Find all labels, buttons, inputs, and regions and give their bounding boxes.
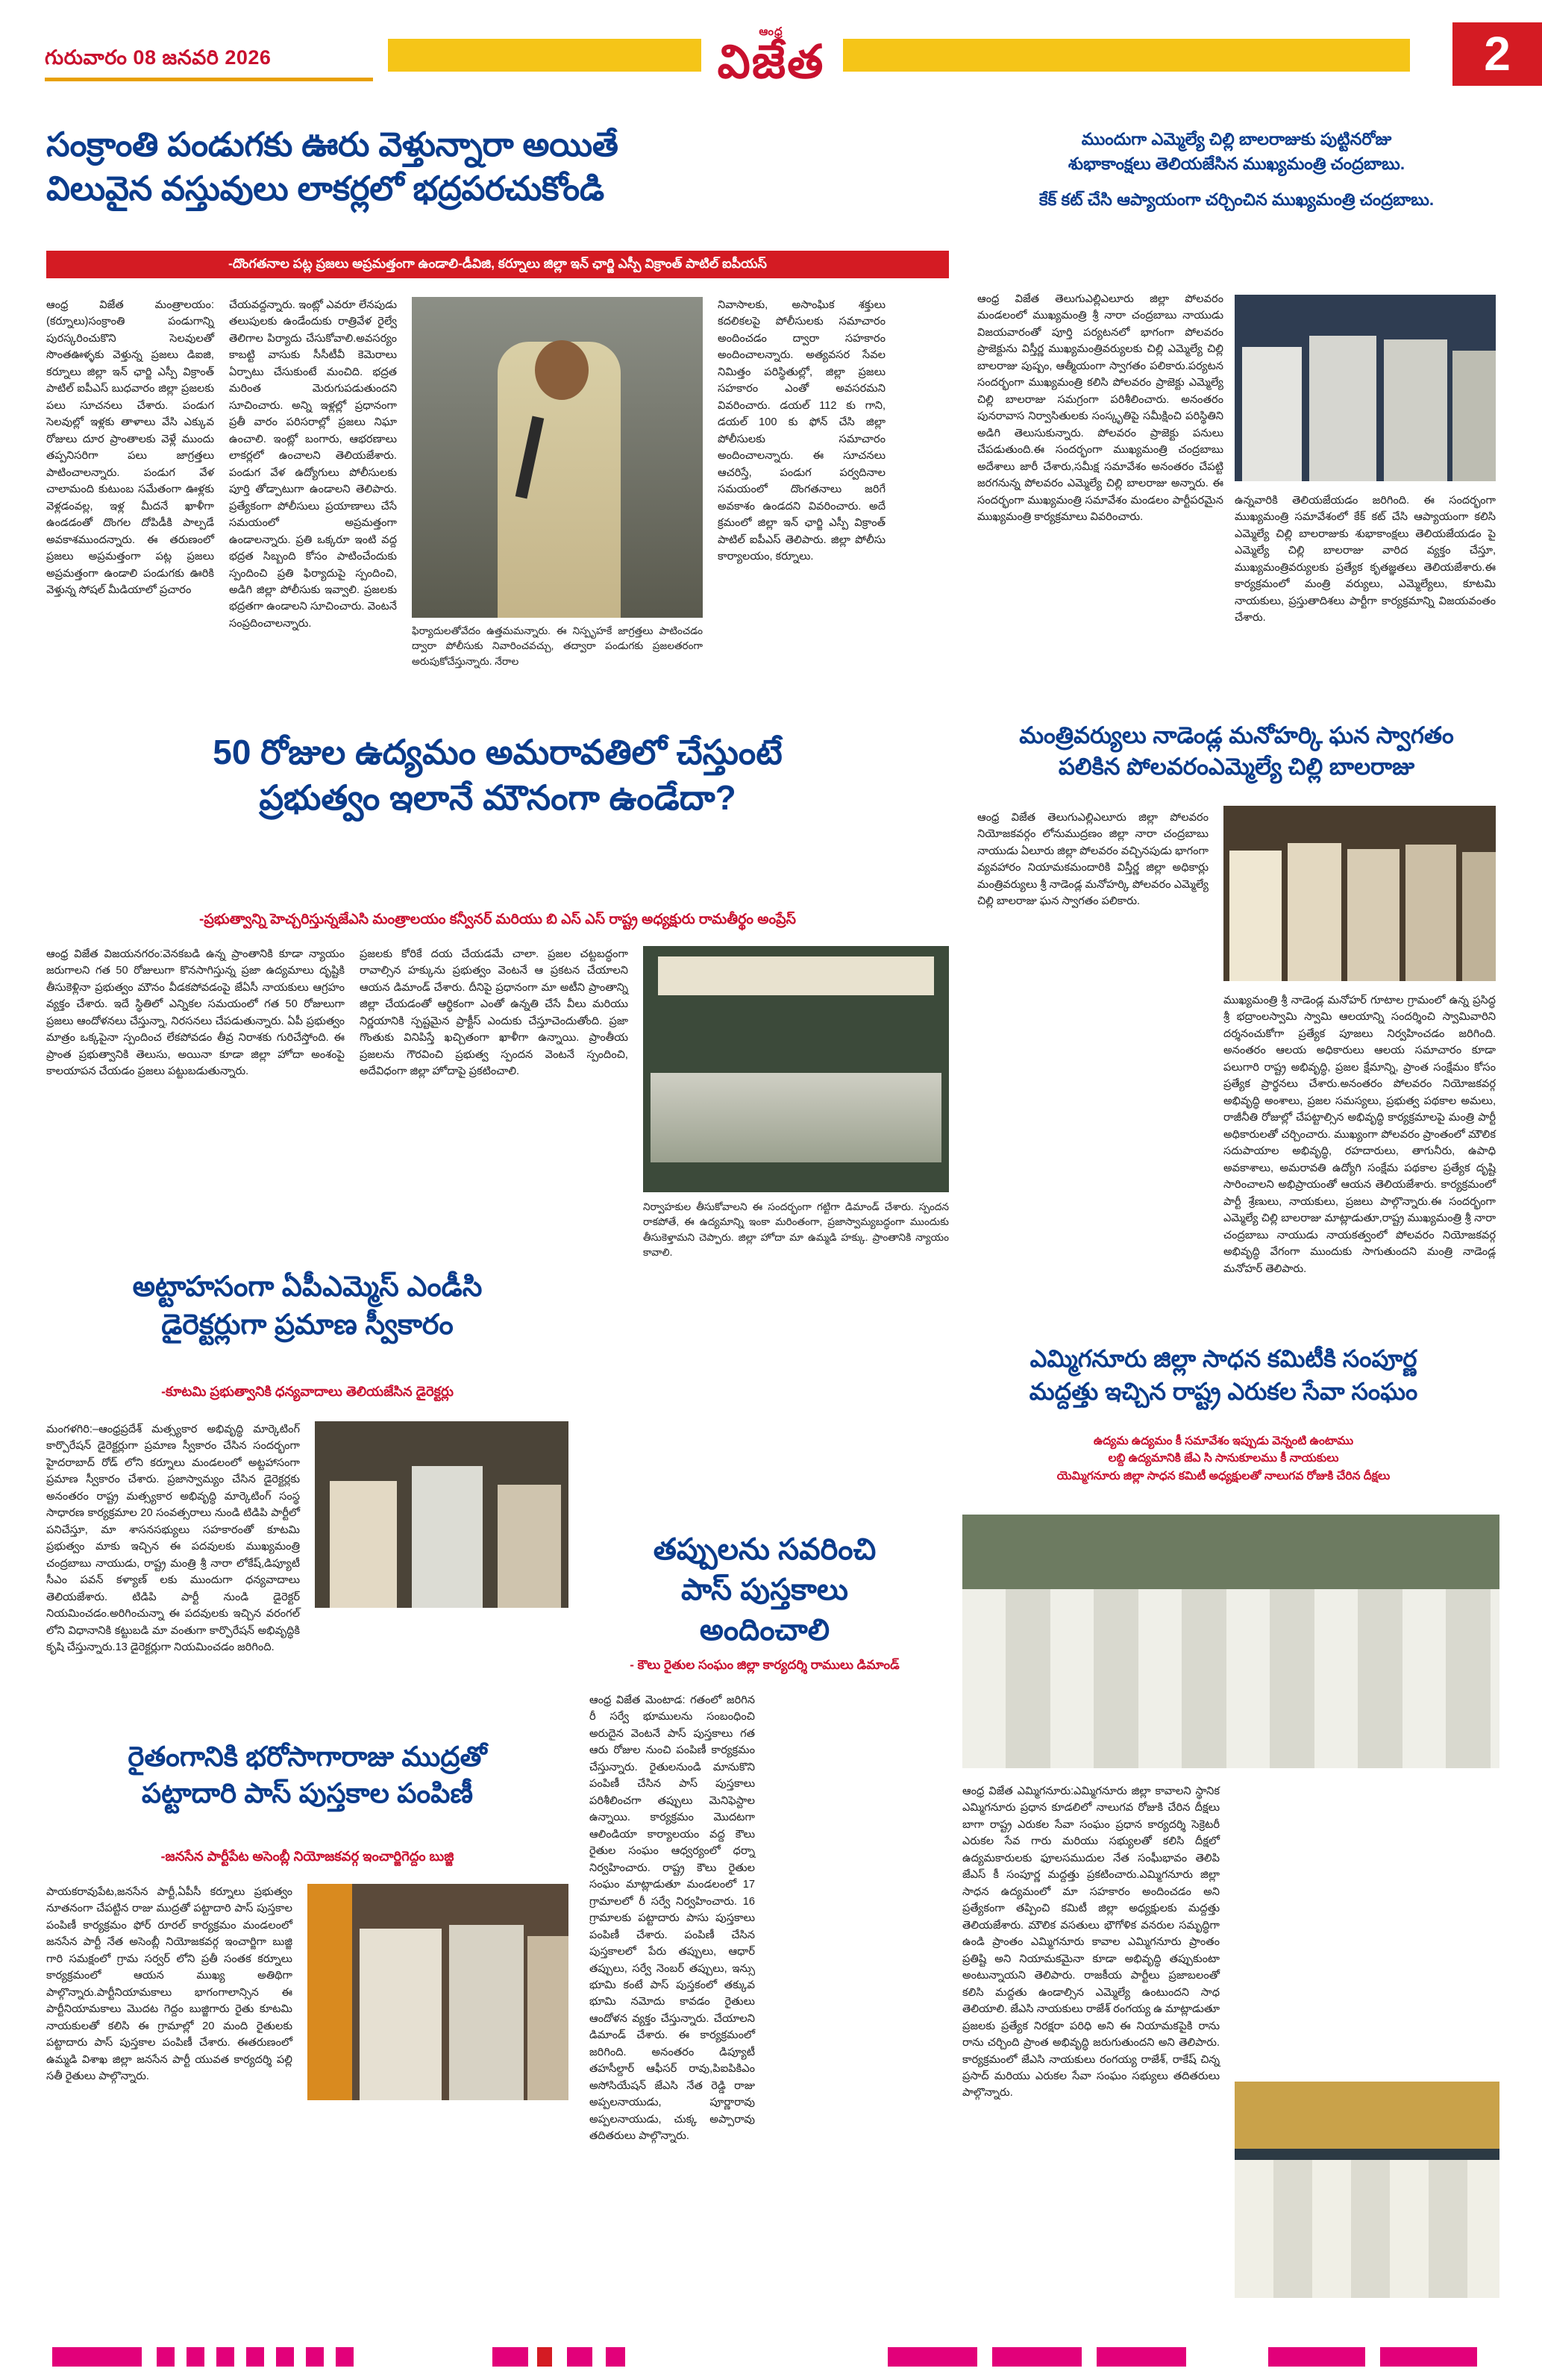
footer-bar-13 xyxy=(888,2347,977,2367)
footer-bar-3 xyxy=(187,2347,204,2367)
sec5-subhead: - కౌలు రైతుల సంఘం జిల్లా కార్యదర్శి రాములు డిమాండ్ xyxy=(630,1658,900,1672)
sec5-column-1: ఆంధ్ర విజేత మెంటాడ: గతంలో జరిగిన రీ సర్వే భూములను సంబంధించి అరుదైన వెంటనే పాస్ పుస్తకాలు గత ఆరు రోజుల నుంచి పంపిణీ కార్యక్రమం చేస్తున్నారు. రైతులనుండి మానుకొని పంపిణీ చేసిన పాస్ పుస్తకాలు పరిశీలించగా తప్పులు మెనిఫెస్టాల ఉన్నాయి. కార్యక్రమం మొదటగా ఆలిండియా కార్యాలయం వద్ద కౌలు రైతుల సంఘం ఆధ్వర్యంలో ధర్నా నిర్వహించారు. రాష్ట్ర కౌలు రైతుల సంఘం మాట్లాడుతూ మండలంలో 17 గ్రామాలలో రీ సర్వే నిర్వహించారు. 16 గ్రామాలకు పట్టాదారు పాసు పుస్తకాలు పంపిణీ చేశారు. పంపిణీ చేసిన పుస్తకాలలో పేరు తప్పులు, ఆధార్ తప్పులు, సర్వే నెంబర్ తప్పులు, ఇన్సు భూమి కంటే పాస్ పుస్తకంలో తక్కువ భూమి నమోదు కావడం రైతులు ఆందోళన వ్యక్తం చేస్తున్నారు. చేయాలని డిమాండ్ చేశారు. ఈ కార్యక్రమంలో జరిగింది. అనంతరం డిప్యూటీ తహసీల్దార్ ఆఫీసర్ రావు,పిఐపికిఎం అసోసియేషన్ జేఎసి నేత రెడ్డి రాజు అప్పలనాయుడు, పూర్ణారావు అప్పలనాయుడు, చుక్క అప్పారావు తదితరులు పాల్గొన్నారు. xyxy=(589,1694,755,2143)
lead-body xyxy=(46,297,949,685)
right-h3-column-1: ఆంధ్ర విజేత ఎమ్మిగనూరు:ఎమ్మిగనూరు జిల్లా కావాలని స్థానిక ఎమ్మిగనూరు ప్రధాన కూడలిలో నాలుగవ రోజుకి చేరిన దీక్షలు బాగా రాష్ట్ర ఎరుకల సేవా సంఘం ప్రధాన కార్యదర్శి సెక్రెటరీ ఎరుకల సేవ గారు మరియు సభ్యులతో కలిసి దీక్షలో ఉద్యమకారులకు ఫూలసముదుల నేత సంఘీభావం తెలిపి జేఎస్ కీ సంపూర్ణ మద్దత్తు ప్రకటించారు.ఎమ్మిగనూరు జిల్లా సాధన ఉద్యమంలో మా సహకారం అందించడం అని ప్రత్యేకంగా తప్పించి కమిటీ జిల్లా అధ్యక్షులకు మద్దత్తు తెలియజేశారు. మౌలిక వసతులు భౌగోళిక వనరుల సమృద్ధిగా ఉండి ప్రాంతం ఎమ్మిగనూరు కావాల ఎమ్మిగనూరు ప్రాంతం ప్రతిష్టి అని నియామకమైనా కూడా అభివృద్ధి తప్పుకుంటా అంటున్నాయని తెలిపారు. రాజకీయ పార్టీలు ప్రజాబలంతో కలిసి మద్దతు ఉండాల్సిన ఎమ్మెల్యే ఉంటుందని సాధ తెలియాలి. జేఎసి నాయకులు రాజేశ్ రంగయ్య ఉ మాట్లాడుతూ ప్రజలకు ప్రత్యేక నిరక్షరా పరిధి అని ఈ నియామకపైకి రాను రాను చర్చింది ప్రాంత అభివృద్ధి జరుగుతుందని అని తెలిపారు. కార్యక్రమంలో జేఎసి నాయకులు రంగయ్య రాజేశ్, రాకేష్ చిన్న ప్రసాద్ మరియు ఎరుకల సేవా సంఘం సభ్యులు తదితరులు పాల్గొన్నారు. xyxy=(962,1785,1220,2099)
lead-headline-line1: సంక్రాంతి పండుగకు ఊరు వెళ్తున్నారా అయితే xyxy=(46,125,618,163)
footer-bar-1 xyxy=(52,2347,142,2367)
masthead-accent-left xyxy=(388,39,701,72)
footer-bar-6 xyxy=(276,2347,294,2367)
right-h3-line1: ఎమ్మిగనూరు జిల్లా సాధన కమిటీకి సంపూర్ణ xyxy=(1029,1345,1417,1372)
right-h2-column-2: ముఖ్యమంత్రి శ్రీ నాడెండ్ల మనోహర్ గూటాల గ్రామంలో ఉన్న ప్రసిద్ధ శ్రీ భద్రాంలస్వామి స్వామి ఆలయాన్ని సందర్శించి స్వామివారిని దర్శనంచుకోగా ప్రత్యేక పూజలు నిర్వహించడం జరిగింది. అనంతరం ఆలయ అధికారులు ఆలయ సమాచారం కూడా పలుగారి రాష్ట్ర అభివృద్ధి, ప్రజల క్షేమాన్ని, ప్రాంత సంక్షేమం కోసం ప్రత్యేక ప్రార్థనలు చేశారు.అనంతరం పోలవరం నియోజకవర్గ అభివృద్ధి అంశాలు, ప్రజల సమస్యలు, ప్రభుత్వ పథకాల అమలు, రాజీనీతి రోజుల్లో చేపట్టాల్సిన అభివృద్ధి కార్యక్రమాలపై మంత్రి పార్టీ అధికారులతో చర్చించారు. ముఖ్యంగా పోలవరం ప్రాంతంలో మౌలిక సదుపాయాల అభివృద్ధి, రహదారులు, తాగునీరు, ఉపాధి అవకాశాలు, అమరావతి ఉద్యోగి సంక్షేమ పథకాల ప్రత్యేక దృష్టి సారించాలని అభిప్రాయంతో ఆయన తెలియజేశారు. కార్యక్రమంలో పార్టీ శ్రేణులు, నాయకులు, ప్రజలు పాల్గొన్నారు.ఈ సందర్భంగా ఎమ్మెల్యే చిల్లి బాలరాజు మాట్లాడుతూ,రాష్ట్ర ముఖ్యమంత్రి శ్రీ నారా చంద్రబాబు నాయుడు నాయకత్వంలో పోలవరం నియోజకవర్గ అభివృద్ధి వేగంగా ముందుకు సాగుతుందని మంత్రి నాడెండ్ల మనోహర్ తెలిపారు. xyxy=(1223,995,1496,1275)
footer-decoration xyxy=(0,2335,1542,2380)
right-photo-protest-group xyxy=(962,1515,1499,1768)
footer-bar-16 xyxy=(1268,2347,1365,2367)
page-number-badge xyxy=(1452,22,1542,86)
right-headline-2 xyxy=(977,720,1496,783)
publication-date: గురువారం 08 జనవరి 2026 xyxy=(45,46,272,69)
lead-headline xyxy=(46,123,949,210)
footer-bar-10 xyxy=(537,2347,552,2367)
sec3-column-1: మంగళగిరి:–ఆంధ్రప్రదేశ్ మత్స్యకార అభివృద్ధి మార్కెటింగ్ కార్పొరేషన్ డైరెక్టర్లుగా ప్రమాణ స్వీకారం చేసిన సందర్భంగా హైదరాబాద్ రోడ్ లోని కర్నూలు మండలంలో అట్టహాసంగా ప్రమాణ స్వీకారం చేశారు. ప్రజాస్వామ్యం చేసిన డైరెక్టర్లకు అనంతరం రాష్ట్ర మత్స్యకార అభివృద్ధి మార్కెటింగ్ సంస్థ సాధారణ కార్యక్రమాల 20 సంవత్సరాలు నుండి టిడిపి పార్టీలో పనిచేస్తూ, మా శాసనసభ్యులు సహకారంతో కూటమి ప్రభుత్వం మాకు ఇచ్చిన ఈ పదవులకు ముఖ్యమంత్రి చంద్రబాబు నాయుడు, రాష్ట్ర మంత్రి శ్రీ నారా లోకేష్,డిప్యూటీ సీఎం పవన్ కళ్యాణ్ లకు ముందుగా ధన్యవాదాలు తెలియజేశారు. టిడిపి పార్టీ నుండి డైరెక్టర్ నియమించడం.అరిగించున్నా ఈ పదవులకు ఇచ్చిన వరంగల్ లోని విధానానికి కట్టుబడి మా వంతుగా కార్పొరేషన్ అభివృద్ధికి కృషి చేస్తున్నారు.13 డైరెక్టర్లుగా నియమించడం జరిగింది. xyxy=(46,1424,300,1654)
right-h3-sub2: లబ్ది ఉద్యమానికి జేఎ సి సానుకూలము కీ నాయకులు xyxy=(1108,1452,1339,1465)
right-lead-line1: ముందుగా ఎమ్మెల్యే చిల్లి బాలరాజుకు పుట్టినరోజు xyxy=(1081,130,1392,148)
right-column-2: ఉన్నవారికి తెలియజేయడం జరిగింది. ఈ సందర్భంగా ముఖ్యమంత్రి సమావేశంలో కేక్ కట్ చేసి ఆప్యాయంగా కలిసి ఎమ్మెల్యే చిల్లి బాలరాజుకు శుభాకాంక్షలు తెలియజేయడం పై ఎమ్మెల్యే చిల్లి బాలరాజు వారిద వ్యక్తం చేస్తూ, ముఖ్యమంత్రివర్యులకు ప్రత్యేక కృతజ్ఞతలు తెలియజేశారు.ఈ కార్యక్రమంలో మంత్రి వర్యులు, ఎమ్మెల్యేలు, కూటమి నాయకులు, ప్రస్తుతాదిశలు పార్టీగా కార్యక్రమాన్ని విజయవంతం చేశారు. xyxy=(1235,495,1496,624)
right-h3-sub3: యెమ్మిగనూరు జిల్లా సాధన కమిటీ అధ్యక్షులతో నాలుగవ రోజుకి చేరిన దీక్షలు xyxy=(1056,1469,1391,1482)
sec5-headline-line3: అందించాలి xyxy=(699,1614,830,1647)
logo-main-text: విజేత xyxy=(717,37,825,88)
right-h2-column-1: ఆంధ్ర విజేత తెలుగుఎల్లిఎలూరు జిల్లా పోలవరం నియోజకవర్గం లోనుముద్రణం జిల్లా నారా చంద్రబాబు నాయుడు ఏలూరు జిల్లా పోలవరం వచ్చినపుడు భాగంగా వ్యవహారం నియామకమందారికి విస్తీర్ణ జిల్లా అధికార్లు మంత్రివర్యులు శ్రీ నాడెండ్ల మనోహర్కి పోలవరం ఎమ్మెల్యే చిల్లి బాలరాజు ఘన స్వాగతం పలికారు. xyxy=(977,812,1209,908)
right-h3-sub1: ఉద్యమ ఉద్యమం కీ సమావేశం ఇప్పుడు వెన్నంటి ఉంటాము xyxy=(1093,1435,1354,1447)
sec3-headline-line1: అట్టాహసంగా ఏపీఎమ్మెస్ ఎండీసి xyxy=(132,1271,483,1303)
lead-headline-line2: విలువైన వస్తువులు లాకర్లలో భద్రపరచుకోండి xyxy=(46,169,604,207)
right-column-1: ఆంధ్ర విజేత తెలుగుఎల్లిఎలూరు జిల్లా పోలవరం మండలంలో ముఖ్యమంత్రి శ్రీ నారా చంద్రబాబు నాయుడు విజయవారంతో పూర్తి పర్యటనలో భాగంగా పోలవరం ప్రాజెక్టును విస్తీర్ణ ముఖ్యమంత్రివర్యులకు చిల్లి ఎమ్మెల్యే చిల్లి బాలరాజు పుష్పం, ఆత్మీయంగా స్వాగతం పలికారు.పర్యటన సందర్భంగా ముఖ్యమంత్రి కలిసి పోలవరం ప్రాజెక్టు ఎమ్మెల్యే చిల్లి బాలరాజు సమగ్రంగా పరిశీలించారు. అనంతరం పునరావాస నిర్వాసితులకు సంస్కృతిపై సమీక్షించి పరిస్థితిని అడిగి తెలుసుకున్నారు. పోలవరం ప్రాజెక్టు పనులు చేపడుతుంది.ఈ సందర్భంగా ముఖ్యమంత్రి చంద్రబాబు అదేశాలు జారీ చేశారు,సమీక్ష సమావేశం అనంతరం చేపట్టి జరగనున్న పోలవరం ఎమ్మెల్యే చిల్లి బాలరాజు అన్నారు. ఈ సందర్భంగా ముఖ్యమంత్రి సమావేశం మండలం పార్టీపరమైన ముఖ్యమంత్రి కార్యక్రమాలు వివరించారు. xyxy=(977,293,1223,524)
sec4-photo-distribution xyxy=(307,1884,568,2100)
footer-bar-8 xyxy=(336,2347,354,2367)
lead-column-2: చేయవద్దన్నారు. ఇంట్లో ఎవరూ లేనపుడు తలుపులకు ఉండేందుకు రాత్రివేళ రైల్వే తెలిగాల పిర్యాదు చేసుకోవాలి.అవసర్యం కాబట్టి వాసుకు సీసీటీవీ కెమెరాలు ఏర్పాటు చేసుకుంటే మంచిది. భద్రత మరింత మెరుగుపడుతుందని సూచించారు. అన్ని ఇళ్లల్లో ప్రధానంగా ప్రతీ వారం పరిసరాల్లో ప్రజలు నిఘా ఉంచాలి. ఇంట్లో బంగారు, ఆభరణాలు లాకర్లలో ఉంచాలని తెలియజేశారు. పండుగ వేళ ఉద్యోగులు పోలీసులకు పూర్తి తోడ్పాటుగా ఉండాలని తెలిపారు. ప్రత్యేకంగా పోలీసులు ప్రయాణాలు చేసే సమయంలో అప్రమత్తంగా ఉండాలన్నారు. ప్రతి ఒక్కరూ ఇంటి వద్ద భద్రత సిబ్బంది కోసం పాటించేందుకు స్పందించి ప్రతి ఫిర్యాదుపై స్పందించి, అడిగి జిల్లా పోలీసుకు ఇవ్వాలి. ప్రజలకు భద్రతగా ఉండాలని సూచించారు. వెంటనే సంప్రదించాలన్నారు. xyxy=(229,299,397,630)
footer-bar-11 xyxy=(567,2347,592,2367)
sec5-headline-line1: తప్పులను సవరించి xyxy=(653,1533,877,1566)
footer-bar-7 xyxy=(306,2347,324,2367)
sec4-subhead: -జనసేన పార్టీపేట అసెంబ్లీ నియోజకవర్గ ఇంచార్జిగెద్దం బుజ్జి xyxy=(160,1849,454,1864)
sec2-subhead: -ప్రభుత్వాన్ని హెచ్చరిస్తున్నజేఎసి మంత్రాలయం కన్వీనర్ మరియు బి ఎస్ ఎస్ రాష్ట్ర అధ్యక్షురు రామతీర్థం అంప్రేస్ xyxy=(199,912,796,927)
masthead-accent-right xyxy=(843,39,1410,72)
right-headline-3 xyxy=(947,1343,1499,1408)
sec2-headline-line2: ప్రభుత్వం ఇలానే మౌనంగా ఉండేదా? xyxy=(259,777,736,817)
footer-bar-5 xyxy=(246,2347,264,2367)
footer-bar-15 xyxy=(1097,2347,1186,2367)
lead-photo-caption: ఫిర్యాదులతోవేదం ఉత్తమమన్నారు. ఈ నిస్పృహకే జాగ్రత్తలు పాటించడం ద్వారా పోలీసుకు నివారించవచ్చు, తద్వారా పండుగకు ప్రజలతరంగా అరుపుకోచేస్తున్నారు. నేరాల xyxy=(412,625,703,667)
lead-subhead: -దొంగతనాల పట్ల ప్రజలు అప్రమత్తంగా ఉండాలి-డీవిజి, కర్నూలు జిల్లా ఇన్ ఛార్జి ఎస్పీ విక్రాంత్ పాటిల్ ఐపీయస్ xyxy=(46,251,949,278)
sec2-column-1: ఆంధ్ర విజేత విజయనగరం:వెనకబడి ఉన్న ప్రాంతానికి కూడా న్యాయం జరుగాలని గత 50 రోజులుగా కొనసాగిస్తున్న ప్రజా ఉద్యమాలు దృష్టికి తీసుకెళ్లినా ప్రభుత్వం మౌనం వీడకపోవడంపై జేఏసీ నాయకులు ఆగ్రహం వ్యక్తం చేశారు. ఇదే స్థితిలో ఎన్నికల సమయంలో గత 50 రోజులుగా ప్రజలు ఆందోళనలు చేస్తున్నా, నిరసనలు చేపడుతున్నారు. ఏపీ ప్రభుత్వం మాత్రం ఒక్కపైనా స్పందించ లేకపోవడం తీవ్ర నిరాశకు గురిచేస్తోంది. ఈ ప్రాంత ప్రభుత్వానికి తెలుసు, అయినా కూడా జిల్లా హోదా అంశంపై కాలయాపన చేయడం ప్రజలు పట్టుబడుతున్నారు. xyxy=(46,948,345,1078)
sec5-headline-line2: పాస్ పుస్తకాలు xyxy=(680,1573,849,1606)
masthead xyxy=(0,0,1542,112)
lead-photo-officer xyxy=(412,297,703,618)
right-photo-cm-visit xyxy=(1235,295,1496,481)
newspaper-logo xyxy=(717,25,825,88)
masthead-rule xyxy=(45,78,373,81)
sec2-column-2: ప్రజలకు కోరికే దయ చేయడమే చాలా. ప్రజల చట్టబద్ధంగా రావాల్సిన హక్కును ప్రభుత్వం వెంటనే ఆ ప్రకటన చేయాలని ఆయన డిమాండ్ చేశారు. దీనిపై ప్రధానంగా మా అటీని ప్రాంతాన్ని జిల్లా చేయడంతో ఆర్థికంగా ఎంతో ఉన్నతి చేసే వీలు మరియు నిర్ణయానికి స్పష్టమైన ప్రాక్టీస్ ఎందుకు చేస్తూచెందుతోంది. ప్రజా గొంతుకు వినిపిస్తే ఖచ్చితంగా ఖాళీగా ఉన్నాయి. ప్రాంతీయ ప్రజలను గౌరవించి ప్రభుత్వ స్పందన వెంటనే స్పందించి, అదేవిధంగా జిల్లా హోదాపై ప్రకటించాలి. xyxy=(360,948,628,1078)
right-h3-line2: మద్దత్తు ఇచ్చిన రాష్ట్ర ఎరుకల సేవా సంఘం xyxy=(1029,1377,1418,1405)
sec2-headline-line1: 50 రోజుల ఉద్యమం అమరావతిలో చేస్తుంటే xyxy=(213,733,783,771)
sec2-photo-protest xyxy=(643,946,949,1192)
sec4-headline-line1: రైతంగానికి భరోసాగారాజు ముద్రతో xyxy=(128,1741,487,1772)
right-lead-line2: శుభాకాంక్షలు తెలియజేసిన ముఖ్యమంత్రి చంద్రబాబు. xyxy=(1068,154,1405,174)
footer-bar-9 xyxy=(492,2347,528,2367)
logo-top-text: ఆంధ్ర xyxy=(759,25,783,38)
right-h2-line2: పలికిన పోలవరంఎమ్మెల్యే చిల్లి బాలరాజు xyxy=(1058,753,1415,780)
sec5-headline xyxy=(589,1529,940,1650)
lead-column-1: ఆంధ్ర విజేత మంత్రాలయం: (కర్నూలు)సంక్రాంతి పండుగాన్ని పురస్కరించుకొని సెలవులతో సొంతఊళ్ళకు వెళ్తున్న ప్రజలు డిఐజి, కర్నూలు జిల్లా ఇన్ ఛార్జి ఎస్పీ విక్రాంత్ పాటిల్ ఐపీఎస్ బుధవారం జిల్లా ప్రజలకు పలు సూచనలు చేశారు. పండుగ సెలవుల్లో ఇళ్లకు తాళాలు వేసి ఎక్కువ రోజులు దూర ప్రాంతాలకు వెళ్లే ముందు తప్పనిసరిగా పలు జాగ్రత్తలు పాటించాలన్నారు. పండుగ వేళ చాలామంది కుటుంబ సమేతంగా ఊళ్లకు వెళ్లడంవల్ల, ఇళ్ల మీదనే ఖాళీగా ఉండడంతో దొంగల దోపిడీకి పాల్పడే అవకాశముందన్నారు. ఈ తరుణంలో ప్రజలు అప్రమత్తంగా పట్ల ప్రజలు అప్రమత్తంగా ఉండాలి పండుగకు ఊరికి వెళ్తున్న సోషల్ మీడియాలో ప్రచారం xyxy=(46,299,214,596)
footer-bar-17 xyxy=(1380,2347,1477,2367)
footer-bar-14 xyxy=(992,2347,1082,2367)
sec2-headline xyxy=(46,730,949,820)
footer-bar-4 xyxy=(216,2347,234,2367)
sec2-photo-caption: నిర్వాహకుల తీసుకోవాలని ఈ సందర్భంగా గట్టిగా డిమాండ్ చేశారు. స్పందన రాకపోతే, ఈ ఉద్యమాన్ని ఇంకా మరింతంగా, ప్రజాస్వామ్యబద్ధంగా ముందుకు తీసుకెళ్తామని చెప్పారు. జిల్లా హోదా మా ఉమ్మడి హక్కు. ప్రాంతానికి న్యాయం కావాలి. xyxy=(643,1201,949,1259)
sec4-headline-line2: పట్టాదారి పాస్ పుస్తకాల పంపిణీ xyxy=(141,1778,474,1809)
footer-bar-12 xyxy=(606,2347,625,2367)
right-photo-minister-welcome xyxy=(1223,806,1496,981)
right-photo-rally xyxy=(1235,2082,1499,2298)
right-h3-subhead xyxy=(947,1432,1499,1485)
footer-bar-2 xyxy=(157,2347,175,2367)
sec4-column-1: పాయకరావుపేట,జనసేన పార్టీ,ఏపీసీ కర్నూలు ప్రభుత్వం నూతనంగా చేపట్టిన రాజు ముద్రతో పట్టాదారి పాస్ పుస్తకాల పంపిణీ కార్యక్రమం ఫోర్ రూరల్ కార్యక్రమం మండలంలో జనసేన పార్టీ నేత అసెంబ్లీ నియోజకవర్గ ఇంచార్జిగా బుజ్జి గారి సమక్షంలో గ్రామ సర్వర్ లోని ప్రతీ సంతక కర్నూలు కార్యక్రమంలో ఆయన ముఖ్య అతిథిగా పాల్గొన్నారు.పార్టీనియామకాలు భాగంగాలాన్సిన ఈ పార్టీనియామకాలు మొదట గెద్దం బుజ్జిగారు రైతు కూటమి నాయకులతో కలిసి ఈ గ్రామాల్లో 20 మంది రైతులకు పట్టాదారు పాస్ పుస్తకాల పంపిణీ చేశారు. ఈతరుణంలో ఉమ్మడి విశాఖ జిల్లా జనసేన పార్టీ యువత కార్యదర్శి పల్లి సతీ రైతులు పాల్గొన్నారు. xyxy=(46,1886,292,2083)
right-h2-line1: మంత్రివర్యులు నాడెండ్ల మనోహర్కి ఘన స్వాగతం xyxy=(1019,722,1454,748)
sec3-photo-directors xyxy=(315,1421,568,1608)
right-lead-headline xyxy=(977,127,1496,212)
sec3-headline xyxy=(46,1268,568,1344)
right-lead-line3: కేక్ కట్ చేసి ఆప్యాయంగా చర్చించిన ముఖ్యమంత్రి చంద్రబాబు. xyxy=(1038,190,1435,209)
sec3-headline-line2: డైరెక్టర్లుగా ప్రమాణ స్వీకారం xyxy=(161,1309,454,1341)
sec3-subhead: -కూటమి ప్రభుత్వానికి ధన్యవాదాలు తెలియజేసిన డైరెక్టర్లు xyxy=(161,1384,454,1399)
page-number: 2 xyxy=(1484,27,1511,81)
sec4-headline xyxy=(46,1738,568,1811)
lead-column-4: నివాసాలకు, అసాంఘిక శక్తులు కదలికలపై పోలీసులకు సమాచారం అందించడం ద్వారా సహకారం అందించాలన్నారు. అత్యవసర సేవల నిమిత్తం పరిస్థితుల్లో, జిల్లా ప్రజలు సహకారం ఎంతో అవసరమని వివరించారు. డయల్ 112 కు గాని, డయల్ 100 కు ఫోన్ చేసి జిల్లా పోలీసులకు సమాచారం అందించాలన్నారు. ఈ సూచనలు ఆచరిస్తే, పండుగ పర్వదినాల సమయంలో దొంగతనాలు జరిగే అవకాశం ఉండదని వివరించారు. అదే క్రమంలో జిల్లా ఇన్ ఛార్జి ఎస్పీ విక్రాంత్ పాటిల్ ఐపీఎస్ తెలిపారు. జిల్లా పోలీసు కార్యాలయం, కర్నూలు. xyxy=(718,299,886,563)
